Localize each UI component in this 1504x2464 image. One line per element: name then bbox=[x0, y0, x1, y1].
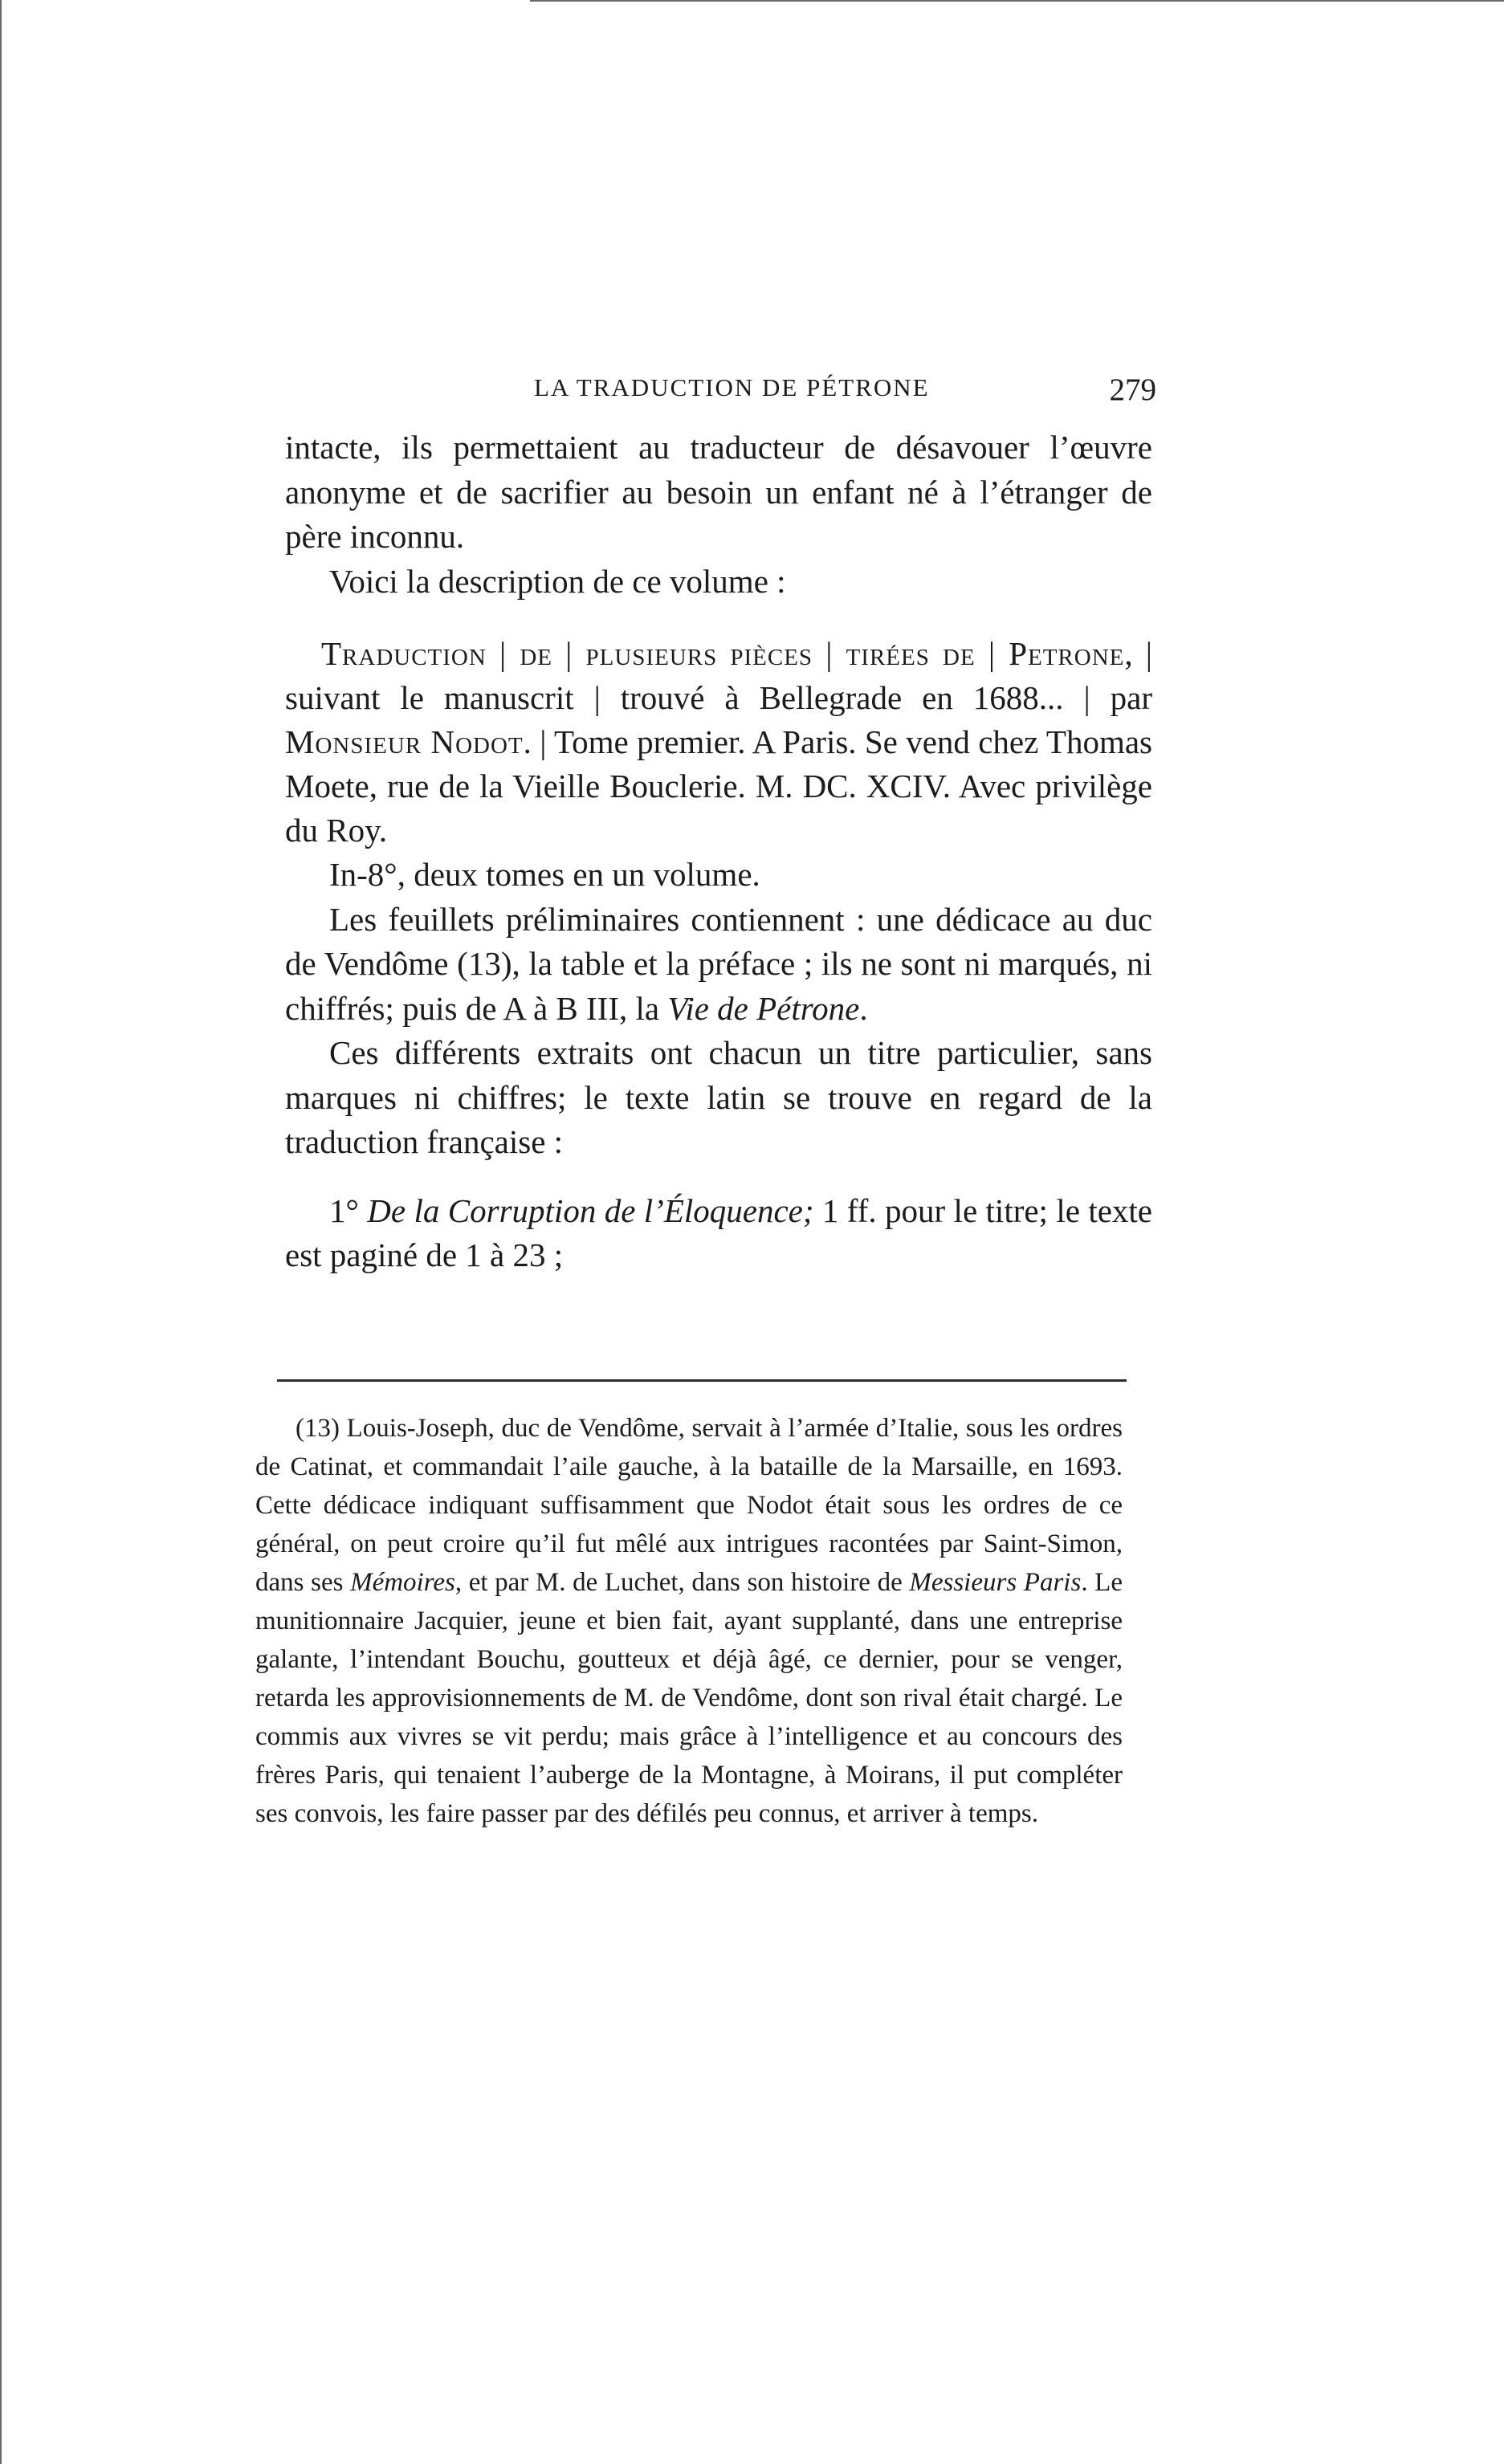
footnote-part2: , et par M. de Luchet, dans son histoire de bbox=[454, 1568, 910, 1597]
item-number: 1° bbox=[329, 1191, 368, 1229]
paragraph-extracts: Ces différents extraits ont chacun un titre particulier, sans marques ni chiffres; le texte latin se trouve en regard de la traduction française : bbox=[285, 1034, 1152, 1160]
bibliographic-description bbox=[285, 632, 1152, 853]
item-title: De la Corruption de l’Éloquence; bbox=[367, 1191, 814, 1229]
list-item-corruption bbox=[285, 1189, 1152, 1278]
page-header bbox=[293, 365, 1156, 422]
footnote bbox=[255, 1409, 1123, 1833]
paragraph-intro: intacte, ils permettaient au traducteur de désavouer l’œuvre anonyme et de sacrifier au besoin un enfant né à l’étranger de père inconnu. bbox=[285, 429, 1152, 555]
scan-edge-top bbox=[530, 0, 1504, 2]
footnote-memoires: Mémoires bbox=[350, 1568, 455, 1597]
footnote-part1: (13) Louis-Joseph, duc de Vendôme, servait à l’armée d’Italie, sous les ordres de Catinat, et commandait l’aile gauche, à la bataille de la Marsaille, en 1693. Cette dédicace indiquant suffisamment que Nodot était sous les ordres de ce général, on peut croire qu’il fut mêlé aux intrigues racontées par Saint-Simon, dans ses bbox=[255, 1414, 1123, 1597]
item-rest: 1 ff. pour le titre; le texte est paginé de 1 à 23 ; bbox=[285, 1191, 1152, 1273]
body-text bbox=[285, 426, 1152, 1278]
bib-title-part2: | suivant le manuscrit | trouvé à Bellegrade en 1688... | par bbox=[285, 635, 1152, 716]
footnote-divider bbox=[277, 1379, 1127, 1382]
running-title: LA TRADUCTION DE PÉTRONE bbox=[534, 373, 930, 401]
bib-title-part3: . | Tome premier. A Paris. Se vend chez Thomas Moete, rue de la Vieille Bouclerie. M. DC. XCIV. Avec privilège du Roy. bbox=[285, 723, 1152, 849]
p5-text: Les feuillets préliminaires contiennent : une dédicace au duc de Vendôme (13), la table et la préface ; ils ne sont ni marqués, ni chiffrés; puis de A à B III, la bbox=[285, 900, 1152, 1027]
paragraph-format: In-8°, deux tomes en un volume. bbox=[329, 856, 760, 893]
paragraph-preliminary-leaves bbox=[285, 898, 1152, 1032]
bib-author: Monsieur Nodot bbox=[285, 723, 524, 760]
footnote-text bbox=[255, 1409, 1123, 1833]
scan-edge-left bbox=[0, 0, 2, 2464]
paragraph-description-lead: Voici la description de ce volume : bbox=[329, 562, 786, 600]
bib-title-part1: Traduction | de | plusieurs pièces | tirées de | Petrone, bbox=[321, 635, 1134, 672]
p5-end: . bbox=[859, 989, 868, 1027]
page-number: 279 bbox=[1109, 373, 1156, 407]
footnote-messieurs-paris: Messieurs Paris bbox=[909, 1568, 1082, 1597]
p5-italic-title: Vie de Pétrone bbox=[667, 989, 860, 1027]
footnote-part3: . Le munitionnaire Jacquier, jeune et bien fait, ayant supplanté, dans une entreprise galante, l’intendant Bouchu, goutteux et déjà âgé, ce dernier, pour se venger, retarda les approvisionnements de M. de Vendôme, dont son rival était chargé. Le commis aux vivres se vit perdu; mais grâce à l’intelligence et au concours des frères Paris, qui tenaient l’auberge de la Montagne, à Moirans, il put compléter ses convois, les faire passer par des défilés peu connus, et arriver à temps. bbox=[255, 1568, 1123, 1828]
